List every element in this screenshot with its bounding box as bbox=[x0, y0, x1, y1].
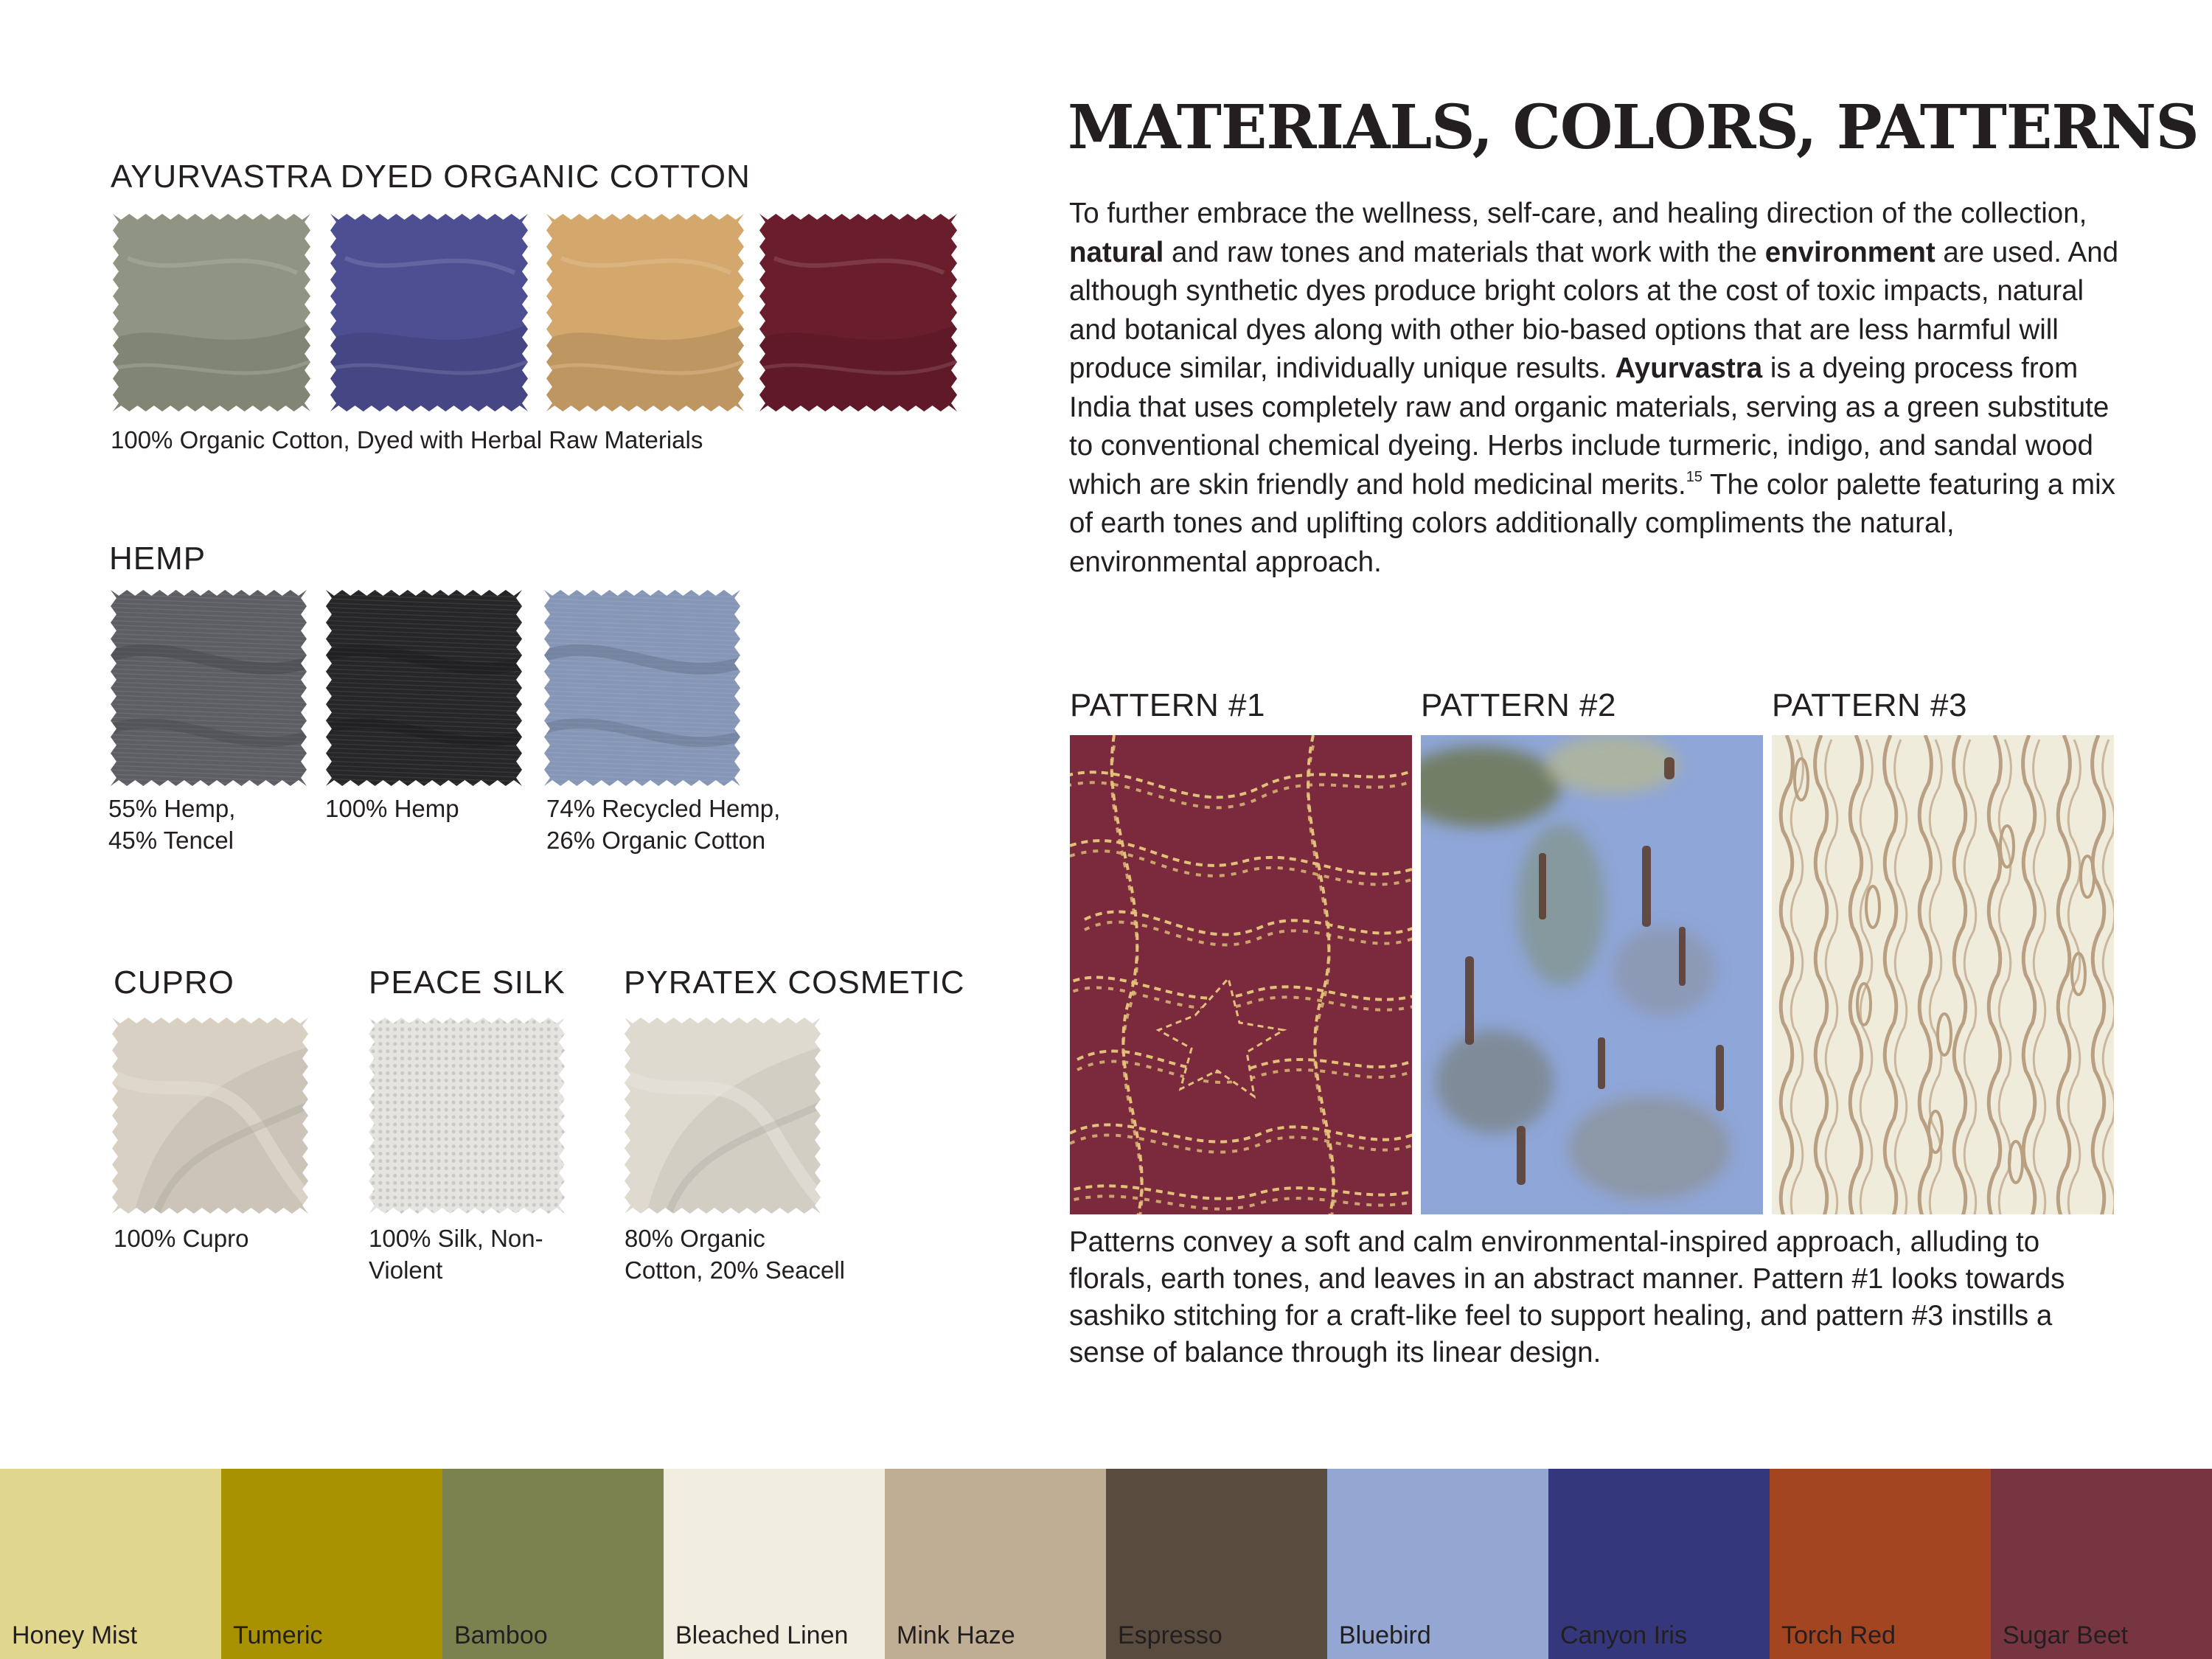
palette-chip-bleached-linen bbox=[664, 1469, 885, 1659]
cupro-caption-line-1: 100% Cupro bbox=[114, 1225, 249, 1252]
peace-silk-caption-line-1: 100% Silk, Non- bbox=[369, 1225, 543, 1252]
palette-chip-bluebird bbox=[1327, 1469, 1548, 1659]
hemp-caption-3-line-2: 26% Organic Cotton bbox=[546, 827, 766, 854]
cupro-swatch bbox=[112, 1018, 308, 1214]
patterns-caption: Patterns convey a soft and calm environmental-inspired approach, alluding to florals, earth tones, and leaves in an abstract manner. Pattern #1 looks towards sashiko stitching for a craft-like feel to support healing, and pattern #3 instills a sense of balance through its linear design. bbox=[1069, 1226, 2065, 1368]
hemp-caption-3-line-1: 74% Recycled Hemp, bbox=[546, 795, 781, 822]
intro-text: are used. And although synthetic dyes produce bright colors at the cost of toxic impacts, natural and botanical dyes along with other bio-based options that are less harmful will produce similar, individually unique results. bbox=[1069, 236, 2119, 384]
palette-chip-honey-mist bbox=[0, 1469, 221, 1659]
ayurvastra-swatch-turmeric bbox=[546, 214, 744, 411]
pattern-3-title: PATTERN #3 bbox=[1772, 687, 1967, 723]
palette-chip-bamboo bbox=[442, 1469, 664, 1659]
hemp-caption-2-line-1: 100% Hemp bbox=[325, 795, 459, 822]
palette-chip-label: Tumeric bbox=[233, 1621, 323, 1649]
hemp-swatch-black bbox=[326, 590, 522, 786]
ayurvastra-swatch-sage bbox=[113, 214, 310, 411]
palette-chip-label: Sugar Beet bbox=[2003, 1621, 2129, 1649]
cupro-caption bbox=[114, 1222, 248, 1254]
ayurvastra-caption: 100% Organic Cotton, Dyed with Herbal Raw Materials bbox=[111, 426, 703, 453]
palette-chip-label: Torch Red bbox=[1781, 1621, 1896, 1649]
intro-text: and raw tones and materials that work with the bbox=[1164, 236, 1765, 268]
pattern-2-image bbox=[1421, 735, 1763, 1214]
palette-chip-mink-haze bbox=[885, 1469, 1106, 1659]
pyratex-caption-line-2: Cotton, 20% Seacell bbox=[625, 1256, 846, 1284]
palette-chip-torch-red bbox=[1770, 1469, 1991, 1659]
pyratex-swatch bbox=[625, 1018, 821, 1214]
ayurvastra-swatch-burgundy bbox=[759, 214, 957, 411]
peace-silk-title: PEACE SILK bbox=[369, 964, 566, 1001]
intro-bold-term: Ayurvastra bbox=[1615, 352, 1763, 384]
pyratex-caption bbox=[625, 1222, 845, 1286]
hemp-caption-1-line-2: 45% Tencel bbox=[108, 827, 234, 854]
pyratex-title: PYRATEX COSMETIC bbox=[624, 964, 965, 1001]
hemp-caption-1 bbox=[108, 793, 235, 856]
pattern-1-graphic bbox=[1070, 735, 1412, 1214]
peace-silk-caption-line-2: Violent bbox=[369, 1256, 443, 1284]
cupro-title: CUPRO bbox=[114, 964, 234, 1001]
intro-bold-term: natural bbox=[1069, 236, 1164, 268]
palette-chip-label: Bleached Linen bbox=[675, 1621, 849, 1649]
pattern-2-title: PATTERN #2 bbox=[1421, 687, 1616, 723]
pattern-1-image bbox=[1070, 735, 1412, 1214]
pattern-1-title: PATTERN #1 bbox=[1070, 687, 1265, 723]
intro-paragraph bbox=[1069, 195, 2131, 582]
hemp-title: HEMP bbox=[109, 540, 206, 577]
intro-text: To further embrace the wellness, self-care, and healing direction of the collection, bbox=[1069, 198, 2087, 229]
pyratex-caption-line-1: 80% Organic bbox=[625, 1225, 765, 1252]
palette-chip-label: Bluebird bbox=[1339, 1621, 1431, 1649]
ayurvastra-swatch-indigo bbox=[330, 214, 528, 411]
palette-chip-espresso bbox=[1106, 1469, 1327, 1659]
palette-chip-label: Espresso bbox=[1118, 1621, 1222, 1649]
hemp-caption-1-line-1: 55% Hemp, bbox=[108, 795, 236, 822]
page-title: MATERIALS, COLORS, PATTERNS bbox=[1068, 92, 2199, 163]
palette-chip-label: Honey Mist bbox=[12, 1621, 138, 1649]
peace-silk-caption bbox=[369, 1222, 543, 1286]
ayurvastra-title: AYURVASTRA DYED ORGANIC COTTON bbox=[111, 159, 751, 195]
footnote-ref: 15 bbox=[1686, 468, 1703, 485]
pattern-3-image bbox=[1772, 735, 2114, 1214]
peace-silk-swatch bbox=[369, 1018, 565, 1214]
color-palette bbox=[0, 1469, 2212, 1659]
palette-chip-label: Mink Haze bbox=[897, 1621, 1015, 1649]
intro-text: The color palette featuring a mix of earth tones and uplifting colors additionally compliments the natural, environmental approach. bbox=[1069, 468, 2115, 578]
palette-chip-sugar-beet bbox=[1991, 1469, 2212, 1659]
pattern-3-graphic bbox=[1772, 735, 2114, 1214]
pattern-2-graphic bbox=[1421, 735, 1763, 1214]
palette-chip-label: Bamboo bbox=[454, 1621, 548, 1649]
hemp-caption-2 bbox=[325, 793, 459, 824]
intro-text: is a dyeing process from India that uses completely raw and organic materials, serving as a green substitute to conventional chemical dyeing. Herbs include turmeric, indigo, and sandal wood which are skin friendly and hold medicinal merits. bbox=[1069, 352, 2110, 501]
palette-chip-tumeric bbox=[221, 1469, 442, 1659]
palette-chip-label: Canyon Iris bbox=[1560, 1621, 1687, 1649]
hemp-swatch-grey bbox=[111, 590, 307, 786]
hemp-caption-3 bbox=[546, 793, 780, 856]
intro-bold-term: environment bbox=[1764, 236, 1935, 268]
palette-chip-canyon-iris bbox=[1548, 1469, 1770, 1659]
hemp-swatch-blue bbox=[544, 590, 740, 786]
